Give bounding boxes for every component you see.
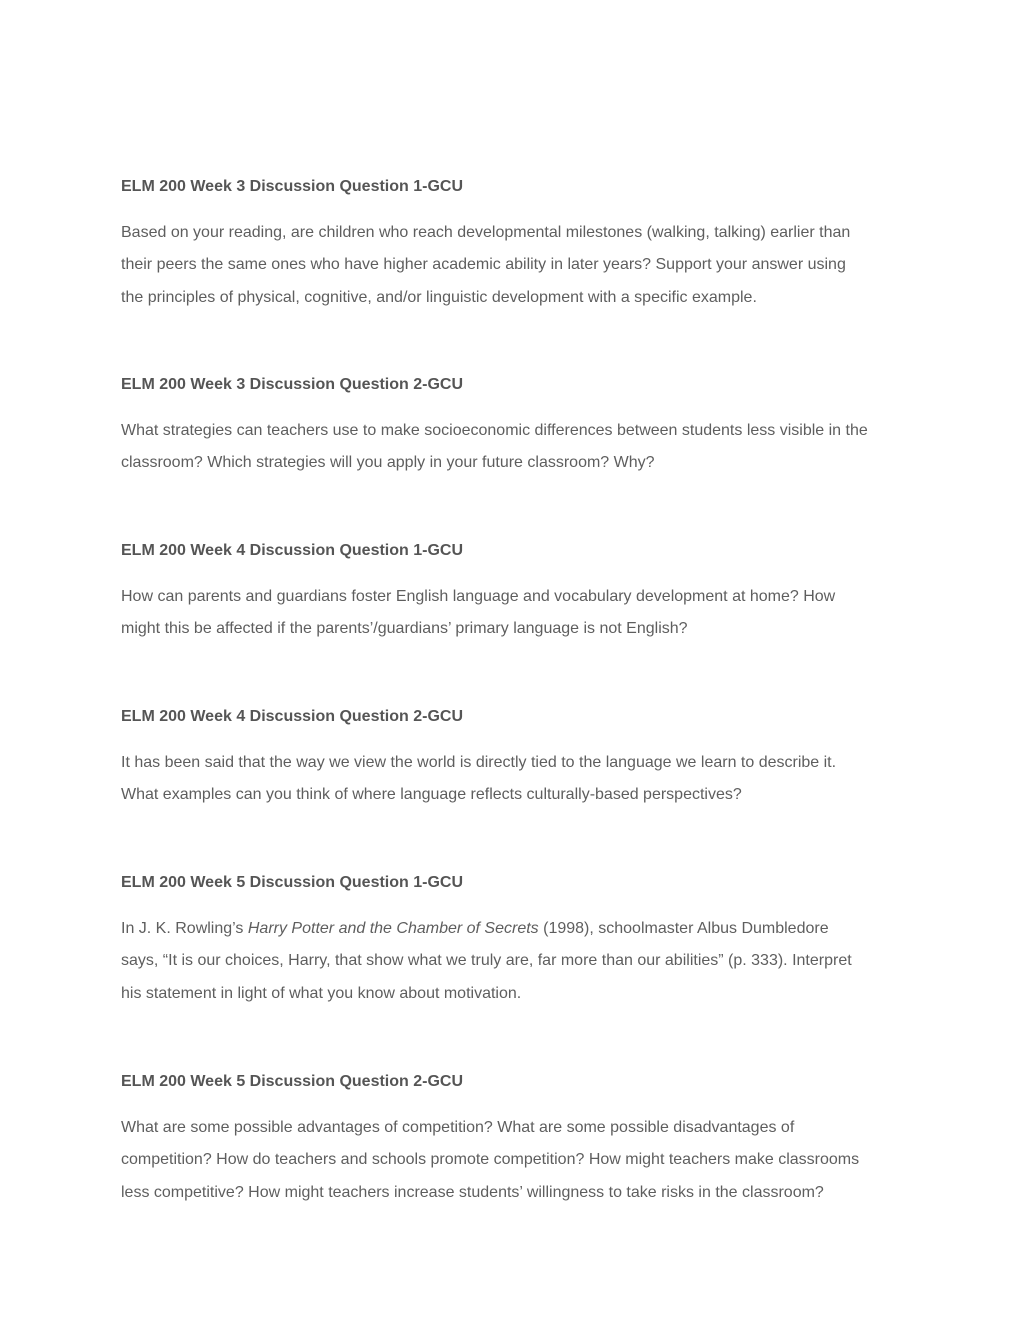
question-text (121, 217, 906, 314)
text-run: In J. K. Rowling’s (121, 920, 248, 937)
question-text (121, 1112, 906, 1209)
text-line: their peers the same ones who have higher academic ability in later years? Support your answer using (121, 256, 846, 274)
question-section (121, 177, 906, 314)
text-line: Based on your reading, are children who reach developmental milestones (walking, talking) earlier than (121, 224, 851, 241)
text-line: less competitive? How might teachers increase students’ willingness to take risks in the classroom? (121, 1183, 824, 1201)
question-heading: ELM 200 Week 4 Discussion Question 2-GCU (121, 708, 464, 725)
question-text (121, 415, 906, 480)
text-line: What are some possible advantages of competition? What are some possible disadvantages of (121, 1119, 795, 1136)
question-heading: ELM 200 Week 4 Discussion Question 1-GCU (121, 542, 464, 559)
question-section (121, 541, 906, 646)
question-heading: ELM 200 Week 5 Discussion Question 1-GCU (121, 874, 464, 891)
text-line: his statement in light of what you know about motivation. (121, 984, 522, 1002)
text-line: says, “It is our choices, Harry, that show what we truly are, far more than our abilities” (p. 333). Interpret (121, 952, 852, 970)
question-heading: ELM 200 Week 3 Discussion Question 1-GCU (121, 178, 464, 195)
text-line: might this be affected if the parents’/guardians’ primary language is not English? (121, 620, 688, 638)
text-line: classroom? Which strategies will you apply in your future classroom? Why? (121, 454, 655, 472)
question-text (121, 913, 906, 1010)
book-title: Harry Potter and the Chamber of Secrets (247, 920, 539, 937)
text-line: competition? How do teachers and schools promote competition? How might teachers make classrooms (121, 1151, 860, 1169)
question-section (121, 873, 906, 1010)
text-line: the principles of physical, cognitive, and/or linguistic development with a specific example. (121, 288, 757, 306)
question-text (121, 581, 906, 646)
text-line: What examples can you think of where language reflects culturally-based perspectives? (121, 786, 742, 804)
text-line (121, 913, 906, 945)
question-section (121, 707, 906, 812)
text-line: It has been said that the way we view the world is directly tied to the language we learn to describe it. (121, 754, 837, 771)
text-line: What strategies can teachers use to make socioeconomic differences between students less visible in the (121, 422, 868, 439)
question-text (121, 747, 906, 812)
text-run: (1998), schoolmaster Albus Dumbledore (538, 920, 829, 937)
question-section (121, 1072, 906, 1209)
text-line: How can parents and guardians foster English language and vocabulary development at home? How (121, 588, 836, 605)
document-page (121, 0, 906, 1325)
question-heading: ELM 200 Week 3 Discussion Question 2-GCU (121, 376, 464, 393)
question-section (121, 375, 906, 480)
question-heading: ELM 200 Week 5 Discussion Question 2-GCU (121, 1073, 464, 1090)
